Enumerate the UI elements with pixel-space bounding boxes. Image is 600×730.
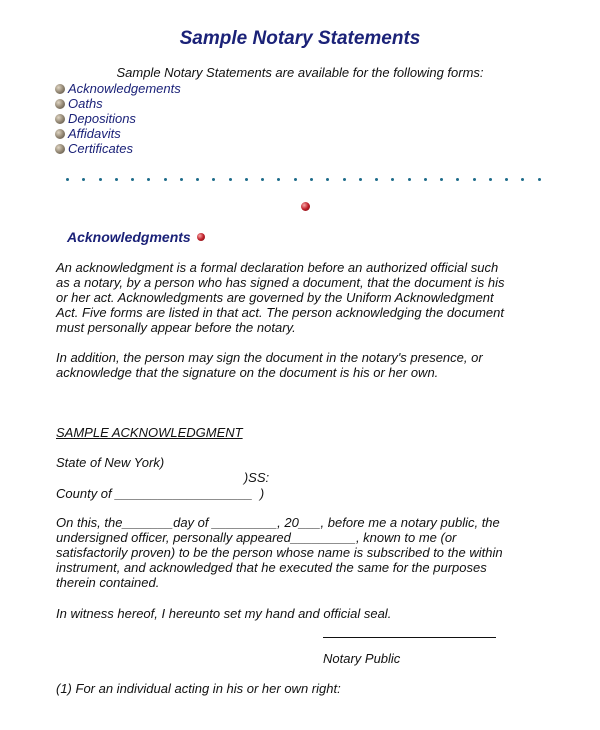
sample-heading: SAMPLE ACKNOWLEDGMENT: [56, 425, 243, 440]
bullet-icon: [55, 129, 65, 139]
list-item: Affidavits: [55, 126, 181, 141]
red-bullet-icon: [197, 233, 205, 241]
definition-paragraph: An acknowledgment is a formal declaration before an authorized official such as a notary, by a person who has signed a document, that the document is his or her act. Acknowledgments are governed by the Uniform Acknowledgment Act. Five forms are listed in that act. The person acknowledging the document must personally appear before the notary.: [56, 260, 505, 335]
intro-text: Sample Notary Statements are available for the following forms:: [116, 65, 484, 80]
bullet-icon: [55, 84, 65, 94]
state-line: State of New York): [56, 455, 165, 470]
section-heading: Acknowledgments: [67, 229, 205, 245]
bullet-icon: [55, 99, 65, 109]
list-item: Depositions: [55, 111, 181, 126]
list-item: Certificates: [55, 141, 181, 156]
individual-line: (1) For an individual acting in his or her own right:: [56, 681, 341, 696]
list-item: Acknowledgements: [55, 81, 181, 96]
ss-line: )SS:: [56, 470, 270, 485]
county-line: County of ___________________ ): [56, 486, 265, 501]
statement-paragraph: On this, the_______day of _________, 20___, before me a notary public, the undersigned officer, personally appeared_________, known to me (or satisfactorily proven) to be the person whose name is subscribed to the within instrument, and acknowledged that he executed the same for the purposes therein contained.: [56, 515, 503, 590]
list-item: Oaths: [55, 96, 181, 111]
signature-line: [323, 637, 496, 638]
addition-paragraph: In addition, the person may sign the document in the notary's presence, or acknowledge that the signature on the document is his or her own.: [56, 350, 483, 380]
forms-list: [55, 81, 181, 156]
bullet-icon: [55, 144, 65, 154]
page-title: Sample Notary Statements: [179, 28, 421, 49]
red-bullet-icon: [301, 202, 310, 211]
dotted-divider: [66, 178, 541, 182]
notary-label: Notary Public: [323, 651, 401, 666]
witness-line: In witness hereof, I hereunto set my hand and official seal.: [56, 606, 392, 621]
bullet-icon: [55, 114, 65, 124]
